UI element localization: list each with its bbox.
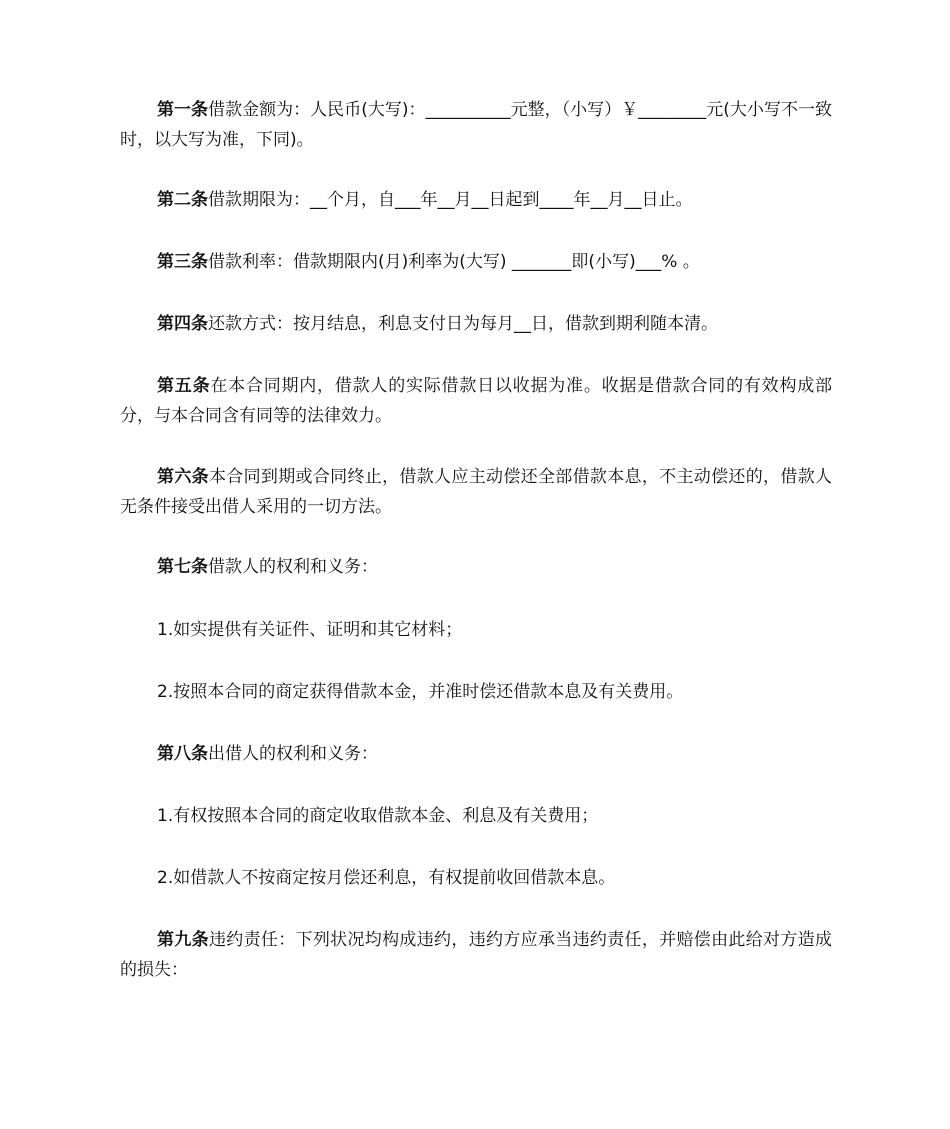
article-6 (120, 462, 832, 522)
article-text: 借款金额为：人民币(大写)：__________元整，（小写）￥________元(大小写不一致时，以大写为准，下同)。 (120, 100, 832, 150)
article-text: 还款方式：按月结息，利息支付日为每月__日，借款到期利随本清。 (208, 314, 718, 334)
list-item-text: 2.如借款人不按商定按月偿还利息，有权提前收回借款本息。 (157, 868, 616, 888)
article-text: 借款人的权利和义务： (208, 557, 378, 577)
article-label: 第八条 (157, 744, 208, 764)
article-text: 违约责任：下列状况均构成违约，违约方应承当违约责任，并赔偿由此给对方造成的损失： (120, 930, 833, 980)
article-7 (120, 552, 832, 582)
article-4 (120, 309, 832, 339)
list-item-text: 2.按照本合同的商定获得借款本金，并准时偿还借款本息及有关费用。 (157, 682, 684, 702)
article-label: 第九条 (157, 930, 209, 950)
article-label: 第六条 (157, 467, 209, 487)
article-label: 第二条 (157, 190, 208, 210)
article-9 (120, 925, 832, 985)
article-text: 借款期限为：__个月，自___年__月__日起到____年__月__日止。 (208, 190, 693, 210)
list-item (120, 863, 832, 893)
article-text: 出借人的权利和义务： (208, 744, 378, 764)
article-3 (120, 247, 832, 277)
list-item-text: 1.有权按照本合同的商定收取借款本金、利息及有关费用； (157, 806, 599, 826)
article-2 (120, 185, 832, 215)
list-item-text: 1.如实提供有关证件、证明和其它材料； (157, 620, 463, 640)
article-label: 第一条 (157, 100, 209, 120)
article-8 (120, 739, 832, 769)
list-item (120, 677, 832, 707)
article-text: 本合同到期或合同终止，借款人应主动偿还全部借款本息，不主动偿还的，借款人无条件接受出借人采用的一切方法。 (120, 467, 833, 517)
article-1 (120, 95, 832, 155)
article-label: 第七条 (157, 557, 208, 577)
article-label: 第三条 (157, 252, 208, 272)
list-item (120, 615, 832, 645)
article-text: 在本合同期内，借款人的实际借款日以收据为准。收据是借款合同的有效构成部分，与本合同含有同等的法律效力。 (120, 376, 833, 426)
article-text: 借款利率：借款期限内(月)利率为(大写) _______即(小写)___% 。 (208, 252, 700, 272)
list-item (120, 801, 832, 831)
article-label: 第五条 (157, 376, 211, 396)
article-5 (120, 371, 832, 431)
article-label: 第四条 (157, 314, 208, 334)
